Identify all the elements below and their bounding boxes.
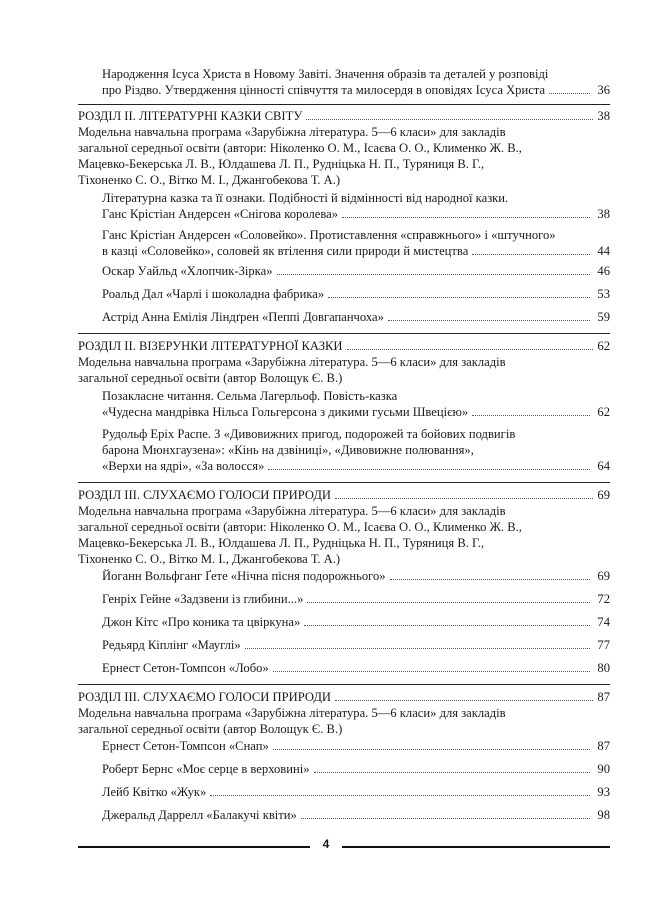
section-4: [78, 689, 610, 737]
entry-page-number: 93: [597, 785, 610, 799]
section-3: [78, 487, 610, 567]
toc-entry[interactable]: [102, 614, 610, 630]
entry-page-number: 98: [597, 808, 610, 822]
program-description-line: Модельна навчальна програма «Зарубіжна література. 5—6 класи» для закладів: [78, 504, 506, 518]
dot-leader: [388, 320, 590, 321]
dot-leader: [335, 498, 593, 499]
footer-rule-left: [78, 846, 310, 848]
entry-page-number: 77: [597, 638, 610, 652]
toc-entry[interactable]: [102, 761, 610, 777]
section-page-number: 69: [597, 488, 610, 502]
toc-entry[interactable]: [102, 738, 610, 754]
dot-leader: [472, 415, 590, 416]
entry-text: Оскар Уайльд «Хлопчик-Зірка»: [102, 264, 273, 278]
toc-entry[interactable]: [102, 190, 610, 222]
entry-text: Роальд Дал «Чарлі і шоколадна фабрика»: [102, 287, 325, 301]
dot-leader: [549, 93, 590, 94]
dot-leader: [328, 297, 590, 298]
entry-text: Рудольф Еріх Распе. З «Дивовижних пригод, подорожей та бойових подвигів: [102, 427, 516, 441]
entry-page-number: 74: [597, 615, 610, 629]
dot-leader: [301, 818, 590, 819]
entry-text: Астрід Анна Емілія Ліндґрен «Пеппі Довгапанчоха»: [102, 310, 384, 324]
toc-entry[interactable]: [102, 309, 610, 325]
toc-entry[interactable]: [102, 660, 610, 676]
section-2: [78, 338, 610, 386]
toc-entry[interactable]: [102, 263, 610, 279]
dot-leader: [472, 254, 590, 255]
program-description-line: загальної середньої освіти (автор Волощук Є. В.): [78, 371, 343, 385]
section-heading[interactable]: [78, 689, 610, 705]
entry-text: в казці «Соловейко», соловей як втілення сили природи й мистецтва: [102, 244, 469, 258]
page-number: 4: [322, 837, 330, 851]
program-description-line: Тіхоненко С. О., Вітко М. І., Джангобекова Т. А.): [78, 173, 341, 187]
entry-text: про Різдво. Утвердження цінності співчуття та милосердя в оповідях Ісуса Христа: [102, 83, 546, 97]
dot-leader: [347, 349, 594, 350]
entry-page-number: 59: [597, 310, 610, 324]
entry-text: Йоганн Вольфганг Ґете «Нічна пісня подорожнього»: [102, 569, 386, 583]
dot-leader: [273, 749, 590, 750]
section-1: [78, 108, 610, 188]
toc-entry[interactable]: [102, 426, 610, 474]
program-description-line: загальної середньої освіти (автори: Ніколенко О. М., Ісаєва О. О., Клименко Ж. В.,: [78, 520, 522, 534]
dot-leader: [335, 700, 593, 701]
program-description-line: Модельна навчальна програма «Зарубіжна література. 5—6 класи» для закладів: [78, 125, 506, 139]
entry-page-number: 69: [597, 569, 610, 583]
section-divider: [78, 333, 610, 334]
dot-leader: [342, 217, 590, 218]
program-description-line: Мацевко-Бекерська Л. В., Юлдашева Л. П., Рудніцька Н. П., Туряниця В. Г.,: [78, 157, 485, 171]
entry-page-number: 72: [597, 592, 610, 606]
section-title: РОЗДІЛ ІІ. ВІЗЕРУНКИ ЛІТЕРАТУРНОЇ КАЗКИ: [78, 339, 343, 353]
entry-text: Літературна казка та її ознаки. Подібності й відмінності від народної казки.: [102, 191, 509, 205]
section-page-number: 62: [597, 339, 610, 353]
section-heading[interactable]: [78, 108, 610, 124]
entry-text: «Верхи на ядрі», «За волосся»: [102, 459, 265, 473]
program-description-line: Тіхоненко С. О., Вітко М. І., Джангобекова Т. А.): [78, 552, 341, 566]
toc-entry[interactable]: [102, 784, 610, 800]
program-description-line: Модельна навчальна програма «Зарубіжна література. 5—6 класи» для закладів: [78, 706, 506, 720]
entry-text: Роберт Бернс «Моє серце в верховині»: [102, 762, 310, 776]
toc-entry[interactable]: [102, 227, 610, 259]
program-description-line: Мацевко-Бекерська Л. В., Юлдашева Л. П., Рудніцька Н. П., Туряниця В. Г.,: [78, 536, 485, 550]
section-heading[interactable]: [78, 487, 610, 503]
entry-text: Ганс Крістіан Андерсен «Соловейко». Протиставлення «справжнього» і «штучного»: [102, 228, 556, 242]
section-heading[interactable]: [78, 338, 610, 354]
toc-entry[interactable]: [102, 591, 610, 607]
entry-page-number: 53: [597, 287, 610, 301]
section-title: РОЗДІЛ ІІІ. СЛУХАЄМО ГОЛОСИ ПРИРОДИ: [78, 488, 332, 502]
entry-page-number: 90: [597, 762, 610, 776]
entry-text: Позакласне читання. Сельма Лагерльоф. Повість-казка: [102, 389, 398, 403]
section-title: РОЗДІЛ ІІ. ЛІТЕРАТУРНІ КАЗКИ СВІТУ: [78, 109, 303, 123]
program-description-line: Модельна навчальна програма «Зарубіжна література. 5—6 класи» для закладів: [78, 355, 506, 369]
entry-text: «Чудесна мандрівка Нільса Гольгерсона з дикими гусьми Швецією»: [102, 405, 469, 419]
footer-rule-right: [342, 846, 610, 848]
entry-text: Ернест Сетон-Томпсон «Лобо»: [102, 661, 269, 675]
entry-page-number: 36: [597, 83, 610, 97]
section-title: РОЗДІЛ ІІІ. СЛУХАЄМО ГОЛОСИ ПРИРОДИ: [78, 690, 332, 704]
entry-page-number: 46: [597, 264, 610, 278]
entry-page-number: 38: [597, 207, 610, 221]
dot-leader: [304, 625, 590, 626]
entry-page-number: 64: [597, 459, 610, 473]
section-divider: [78, 482, 610, 483]
entry-text: Лейб Квітко «Жук»: [102, 785, 207, 799]
dot-leader: [306, 119, 593, 120]
toc-entry[interactable]: [102, 637, 610, 653]
dot-leader: [245, 648, 590, 649]
entry-page-number: 87: [597, 739, 610, 753]
section-page-number: 38: [597, 109, 610, 123]
dot-leader: [210, 795, 590, 796]
entry-text: Народження Ісуса Христа в Новому Завіті. Значення образів та деталей у розповіді: [102, 67, 549, 81]
section-divider: [78, 104, 610, 105]
dot-leader: [307, 602, 590, 603]
entry-text: барона Мюнхгаузена»: «Кінь на дзвіниці», «Дивовижне полювання»,: [102, 443, 474, 457]
entry-text: Ернест Сетон-Томпсон «Снап»: [102, 739, 269, 753]
entry-text: Ганс Крістіан Андерсен «Снігова королева»: [102, 207, 338, 221]
section-page-number: 87: [597, 690, 610, 704]
toc-entry-intro[interactable]: [102, 66, 610, 98]
entry-text: Джеральд Даррелл «Балакучі квіти»: [102, 808, 297, 822]
dot-leader: [390, 579, 590, 580]
dot-leader: [273, 671, 590, 672]
entry-text: Редьярд Кіплінг «Мауглі»: [102, 638, 241, 652]
toc-entry[interactable]: [102, 807, 610, 823]
toc-entry[interactable]: [102, 286, 610, 302]
entry-page-number: 44: [597, 244, 610, 258]
entry-page-number: 80: [597, 661, 610, 675]
dot-leader: [277, 274, 591, 275]
dot-leader: [314, 772, 590, 773]
section-divider: [78, 684, 610, 685]
program-description-line: загальної середньої освіти (автори: Ніколенко О. М., Ісаєва О. О., Клименко Ж. В.,: [78, 141, 522, 155]
toc-entry[interactable]: [102, 568, 610, 584]
dot-leader: [268, 469, 590, 470]
program-description-line: загальної середньої освіти (автор Волощук Є. В.): [78, 722, 343, 736]
toc-entry[interactable]: [102, 388, 610, 420]
entry-text: Генріх Гейне «Задзвени із глибини...»: [102, 592, 304, 606]
entry-page-number: 62: [597, 405, 610, 419]
entry-text: Джон Кітс «Про коника та цвіркуна»: [102, 615, 301, 629]
